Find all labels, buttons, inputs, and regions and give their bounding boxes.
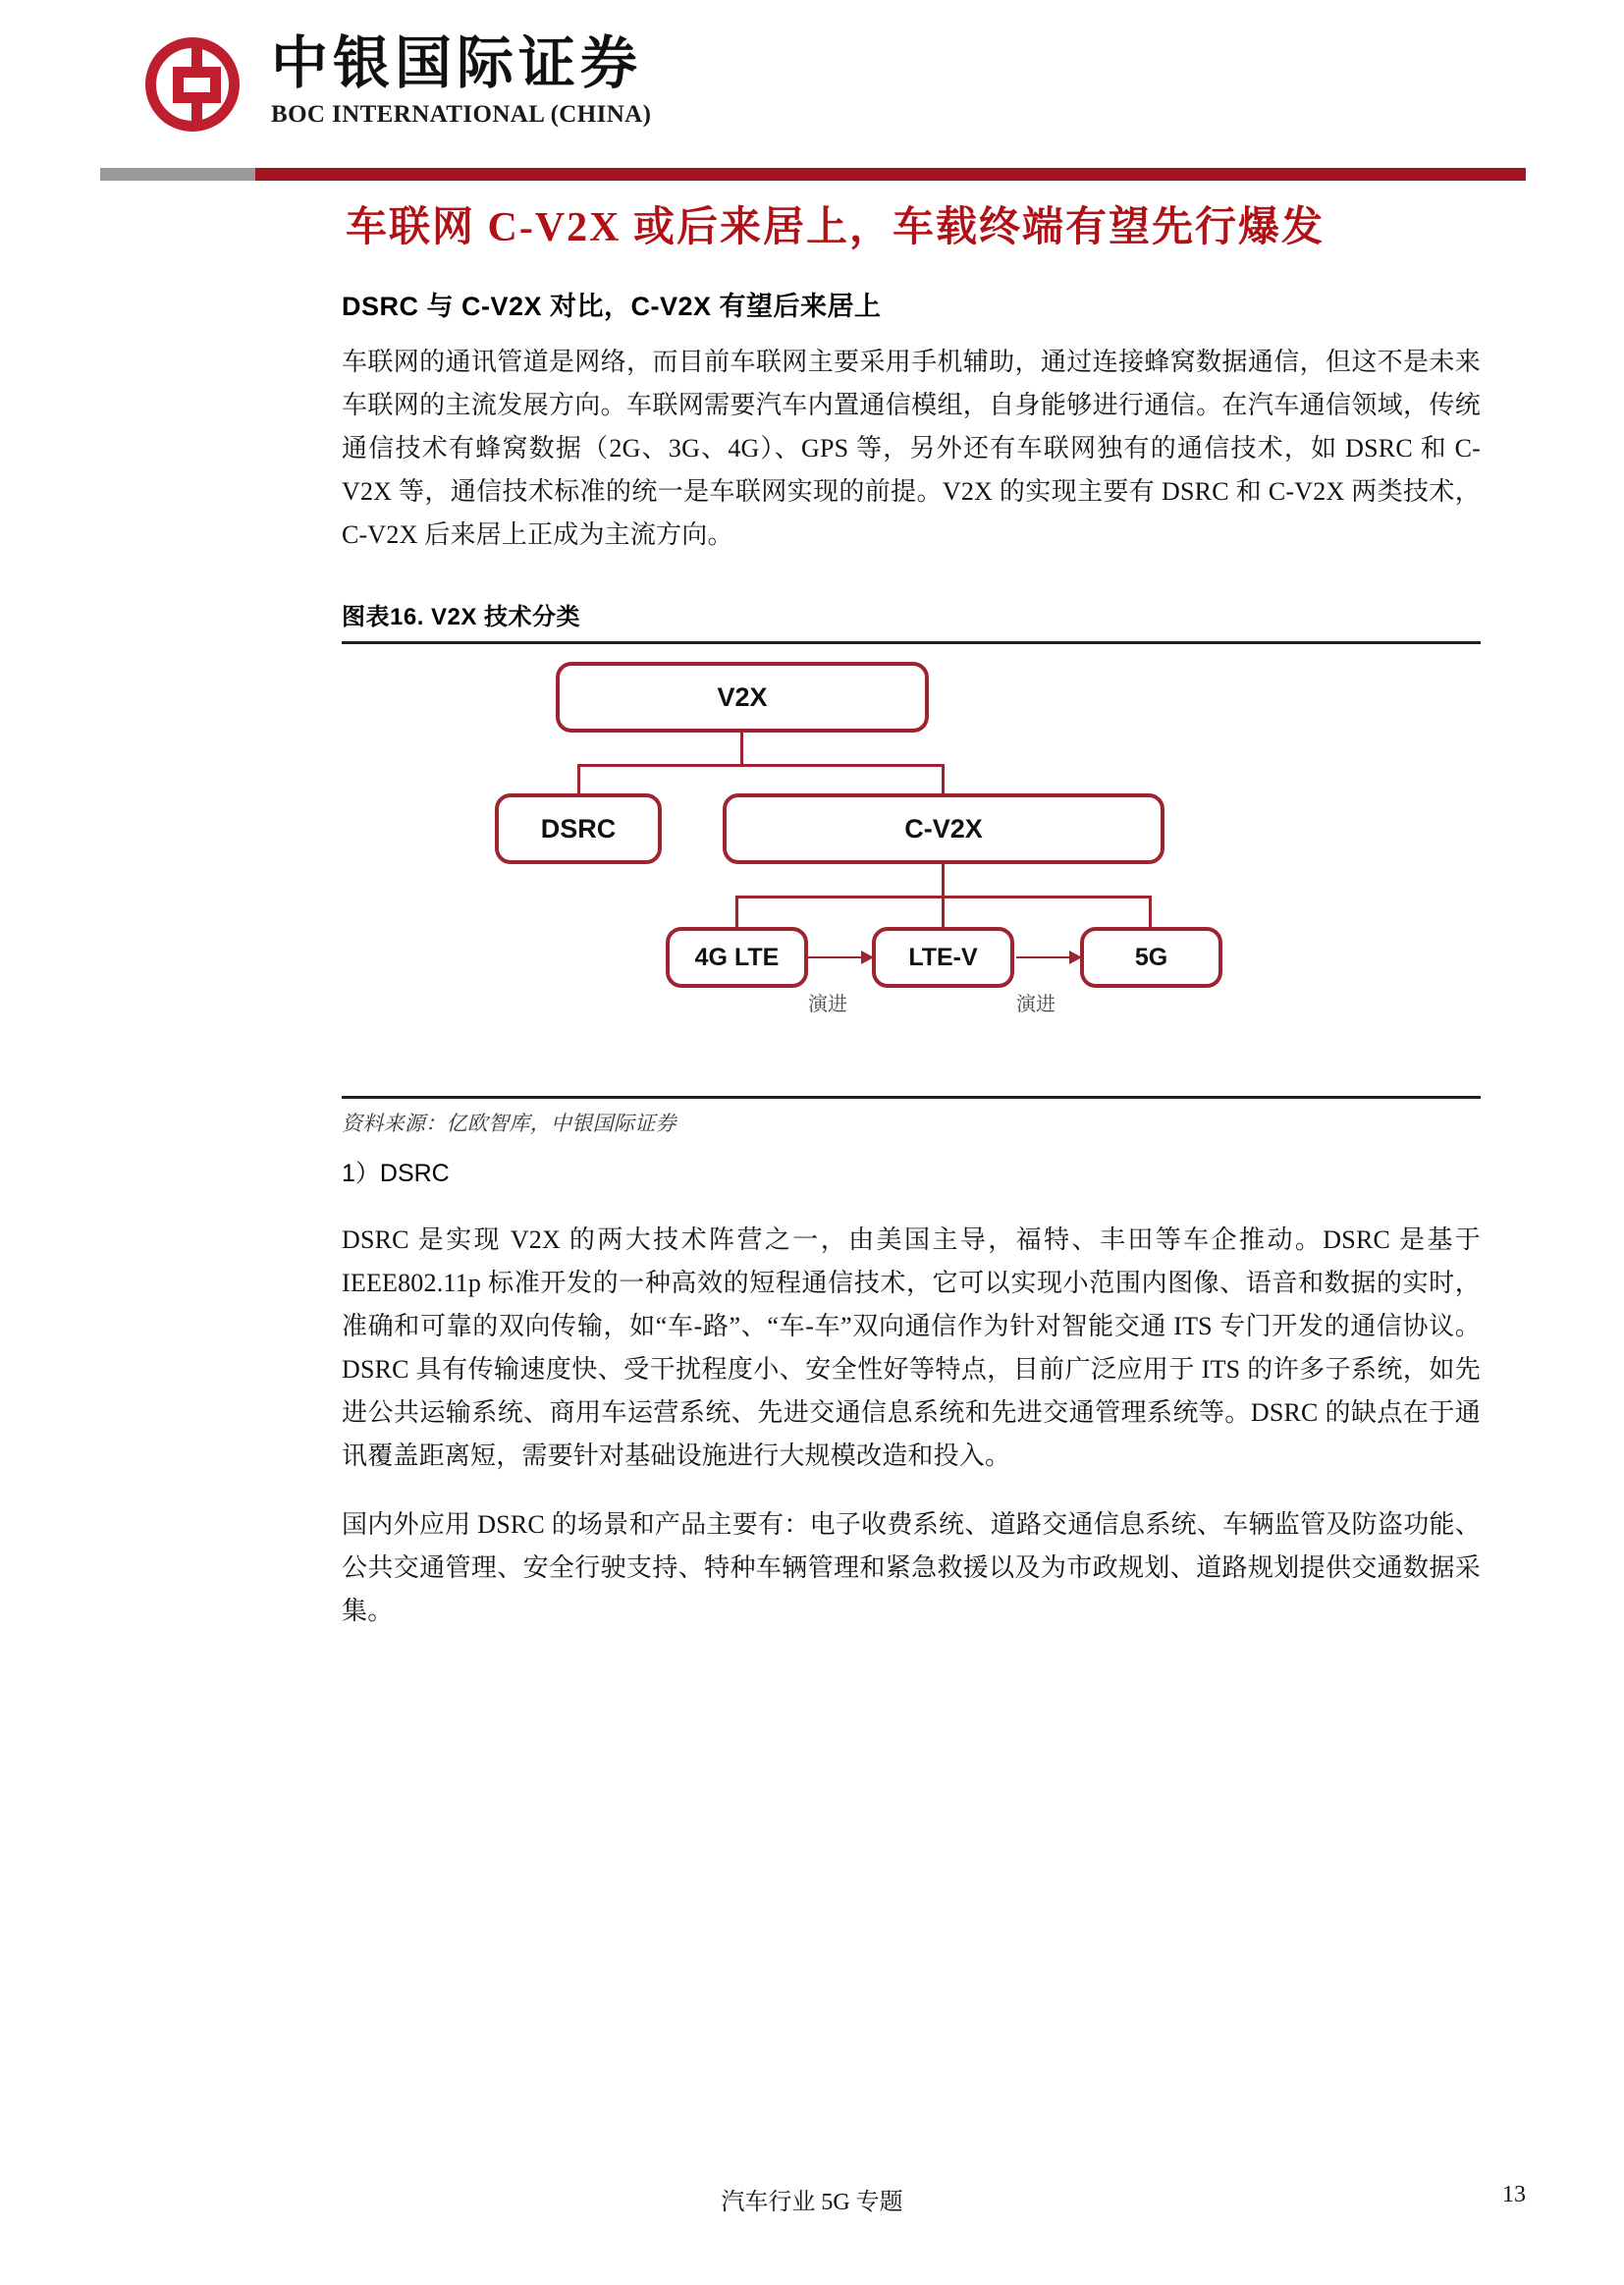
- logo-square-shape: [173, 67, 221, 103]
- node-5g: 5G: [1080, 927, 1222, 988]
- connector-cv2x-drop: [942, 764, 945, 793]
- figure-16: [342, 597, 1481, 1137]
- figure-source: 资料来源：亿欧智库，中银国际证券: [342, 1112, 677, 1135]
- dsrc-paragraph-2: 国内外应用 DSRC 的场景和产品主要有：电子收费系统、道路交通信息系统、车辆监管及防盗功能、公共交通管理、安全行驶支持、特种车辆管理和紧急救援以及为市政规划、道路规划提供交通数据采集。: [342, 1510, 1481, 1625]
- list-item-label-dsrc: 1）DSRC: [342, 1160, 450, 1187]
- node-lte-v: LTE-V: [872, 927, 1014, 988]
- header-rule: [100, 168, 1526, 181]
- dsrc-section: [342, 1154, 1481, 1659]
- intro-section: [342, 285, 1481, 582]
- node-dsrc: DSRC: [495, 793, 662, 864]
- edge-label-evolution-1: 演进: [808, 994, 847, 1015]
- connector-cv2x-stem: [942, 864, 945, 896]
- header-rule-gray-segment: [100, 168, 255, 181]
- figure-caption: 图表16. V2X 技术分类: [342, 604, 581, 630]
- dsrc-paragraph-1: DSRC 是实现 V2X 的两大技术阵营之一，由美国主导，福特、丰田等车企推动。DSRC 是基于 IEEE802.11p 标准开发的一种高效的短程通信技术，它可以实现小范围内图像、语音和数据的实时，准确和可靠的双向传输，如“车-路”、“车-车”双向通信作为针对智能交通 ITS 专门开发的通信协议。DSRC 具有传输速度快、受干扰程度小、安全性好等特点，目前广泛应用于 ITS 的许多子系统，如先进公共运输系统、商用车运营系统、先进交通信息系统和先进交通管理系统等。DSRC 的缺点在于通讯覆盖距离短，需要针对基础设施进行大规模改造和投入。: [342, 1225, 1481, 1470]
- section-heading: DSRC 与 C-V2X 对比，C-V2X 有望后来居上: [342, 292, 882, 321]
- edge-label-evolution-2: 演进: [1016, 994, 1056, 1015]
- node-v2x: V2X: [556, 662, 929, 733]
- boc-circle-logo-icon: [145, 37, 249, 141]
- figure-bottom-rule: [342, 1096, 1481, 1099]
- connector-dsrc-drop: [577, 764, 580, 793]
- header-rule-red-segment: [255, 168, 1526, 181]
- footer-title: 汽车行业 5G 专题: [721, 2190, 903, 2215]
- arrow-ltev-to-5g-shaft: [1016, 956, 1075, 958]
- logo-chinese-name: 中银国际证券: [271, 31, 643, 95]
- page-header: [0, 0, 1624, 196]
- figure-diagram: [342, 644, 1481, 1096]
- page-title: 车联网 C-V2X 或后来居上，车载终端有望先行爆发: [346, 205, 1325, 250]
- connector-v2x-stem: [740, 733, 743, 764]
- connector-ltev-drop: [942, 896, 945, 927]
- section-paragraph: 车联网的通讯管道是网络，而目前车联网主要采用手机辅助，通过连接蜂窝数据通信，但这不是未来车联网的主流发展方向。车联网需要汽车内置通信模组，自身能够进行通信。在汽车通信领域，传统通信技术有蜂窝数据（2G、3G、4G）、GPS 等，另外还有车联网独有的通信技术，如 DSRC 和 C-V2X 等，通信技术标准的统一是车联网实现的前提。V2X 的实现主要有 DSRC 和 C-V2X 两类技术，C-V2X 后来居上正成为主流方向。: [342, 348, 1481, 549]
- logo-english-name: BOC INTERNATIONAL (CHINA): [271, 101, 652, 128]
- node-4g-lte: 4G LTE: [666, 927, 808, 988]
- node-cv2x: C-V2X: [723, 793, 1164, 864]
- arrow-4glte-to-ltev-shaft: [808, 956, 867, 958]
- connector-5g-drop: [1149, 896, 1152, 927]
- logo-text-block: [271, 31, 652, 128]
- footer-page-number: 13: [1502, 2182, 1526, 2207]
- connector-v2x-bus: [577, 764, 945, 767]
- company-logo: [145, 31, 652, 141]
- connector-4glte-drop: [735, 896, 738, 927]
